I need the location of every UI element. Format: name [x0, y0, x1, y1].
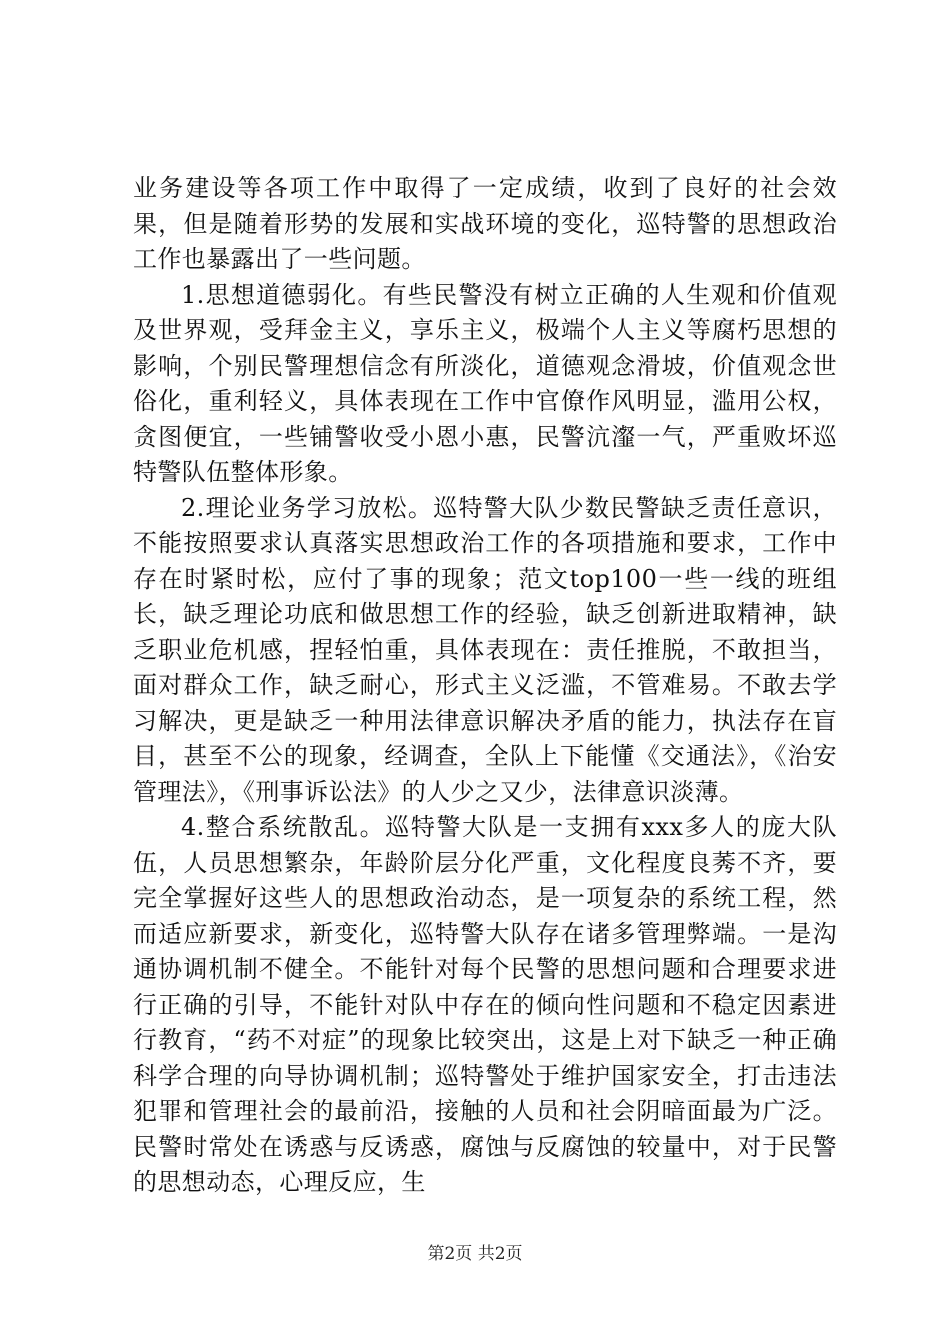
paragraph-continuation: 业务建设等各项工作中取得了一定成绩，收到了良好的社会效果，但是随着形势的发展和实战环境的变化，巡特警的思想政治工作也暴露出了一些问题。 [133, 174, 837, 273]
paragraph-ideological-morality: 1.思想道德弱化。有些民警没有树立正确的人生观和价值观及世界观，受拜金主义，享乐主义，极端个人主义等腐朽思想的影响，个别民警理想信念有所淡化，道德观念滑坡，价值观念世俗化，重利轻义，具体表现在工作中官僚作风明显，滥用公权，贪图便宜，一些铺警收受小恩小惠，民警沆瀣一气，严重败坏巡特警队伍整体形象。 [133, 280, 837, 486]
page-footer: 第2页 共2页 [427, 1244, 523, 1264]
paragraph-theory-study: 2.理论业务学习放松。巡特警大队少数民警缺乏责任意识，不能按照要求认真落实思想政治工作的各项措施和要求，工作中存在时紧时松，应付了事的现象；范文top100一些一线的班组长，缺乏理论功底和做思想工作的经验，缺乏创新进取精神，缺乏职业危机感，捏轻怕重，具体表现在：责任推脱，不敢担当，面对群众工作，缺乏耐心，形式主义泛滥，不管难易。不敢去学习解决，更是缺乏一种用法律意识解决矛盾的能力，执法存在盲目，甚至不公的现象，经调查，全队上下能懂《交通法》，《治安管理法》，《刑事诉讼法》的人少之又少，法律意识淡薄。 [133, 493, 837, 806]
paragraph-system-integration: 4.整合系统散乱。巡特警大队是一支拥有xxx多人的庞大队伍，人员思想繁杂，年龄阶层分化严重，文化程度良莠不齐，要完全掌握好这些人的思想政治动态，是一项复杂的系统工程，然而适应新要求，新变化，巡特警大队存在诸多管理弊端。一是沟通协调机制不健全。不能针对每个民警的思想问题和合理要求进行正确的引导，不能针对队中存在的倾向性问题和不稳定因素进行教育，“药不对症”的现象比较突出，这是上对下缺乏一种正确科学合理的向导协调机制；巡特警处于维护国家安全，打击违法犯罪和管理社会的最前沿，接触的人员和社会阴暗面最为广泛。民警时常处在诱惑与反诱惑，腐蚀与反腐蚀的较量中，对于民警的思想动态，心理反应，生 [133, 813, 837, 1196]
document-body [133, 171, 837, 1201]
